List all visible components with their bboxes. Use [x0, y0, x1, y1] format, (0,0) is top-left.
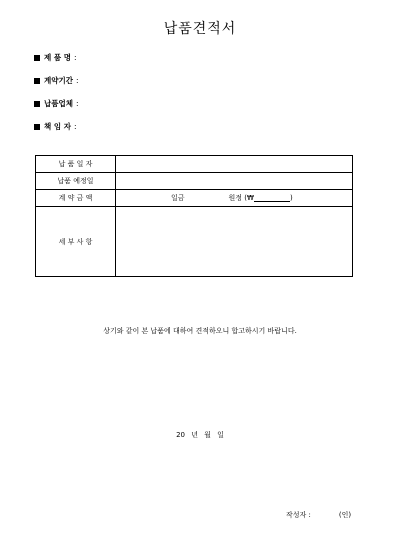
- amount-prefix: 일금: [171, 194, 185, 202]
- table-row: [36, 173, 353, 190]
- document-title: 납품견적서: [163, 21, 237, 37]
- square-bullet-icon: [34, 101, 40, 107]
- delivery-info-table: [35, 155, 353, 277]
- delivery-date-cell[interactable]: [116, 156, 353, 173]
- expected-date-cell[interactable]: [116, 173, 353, 190]
- details-cell[interactable]: [116, 207, 353, 277]
- square-bullet-icon: [34, 124, 40, 130]
- square-bullet-icon: [34, 78, 40, 84]
- contract-amount-cell[interactable]: [116, 190, 353, 207]
- notice-text: 상기와 같이 본 납품에 대하여 견적하오니 합고하시기 바랍니다.: [103, 327, 297, 335]
- amount-close: ): [289, 194, 293, 202]
- manager-label: 책 임 자: [44, 122, 71, 131]
- contract-period-field: [34, 75, 79, 86]
- amount-won-label: 원정 (₩: [228, 194, 254, 202]
- supplier-field: [34, 98, 79, 109]
- amount-blank: [254, 195, 290, 202]
- writer-label: 작성자 :: [286, 511, 311, 519]
- supplier-colon: :: [75, 99, 79, 108]
- supplier-label: 납품업체: [44, 99, 73, 108]
- contract-period-colon: :: [75, 76, 79, 85]
- delivery-date-label: 납 품 일 자: [36, 156, 116, 173]
- manager-field: [34, 121, 77, 132]
- manager-colon: :: [73, 122, 77, 131]
- contract-amount-label: 계 약 금 액: [36, 190, 116, 207]
- square-bullet-icon: [34, 55, 40, 61]
- seal-label: (인): [338, 511, 352, 519]
- contract-period-label: 계약기간: [44, 76, 73, 85]
- table-row: [36, 190, 353, 207]
- table-row: [36, 207, 353, 277]
- details-label: 세 부 사 항: [36, 207, 116, 277]
- date-line: 20 년 월 일: [176, 431, 224, 439]
- product-name-label: 제 품 명: [44, 53, 71, 62]
- product-name-field: [34, 52, 77, 63]
- expected-date-label: 납품 예정일: [36, 173, 116, 190]
- writer-signature: [286, 510, 351, 520]
- product-name-colon: :: [73, 53, 77, 62]
- table-row: [36, 156, 353, 173]
